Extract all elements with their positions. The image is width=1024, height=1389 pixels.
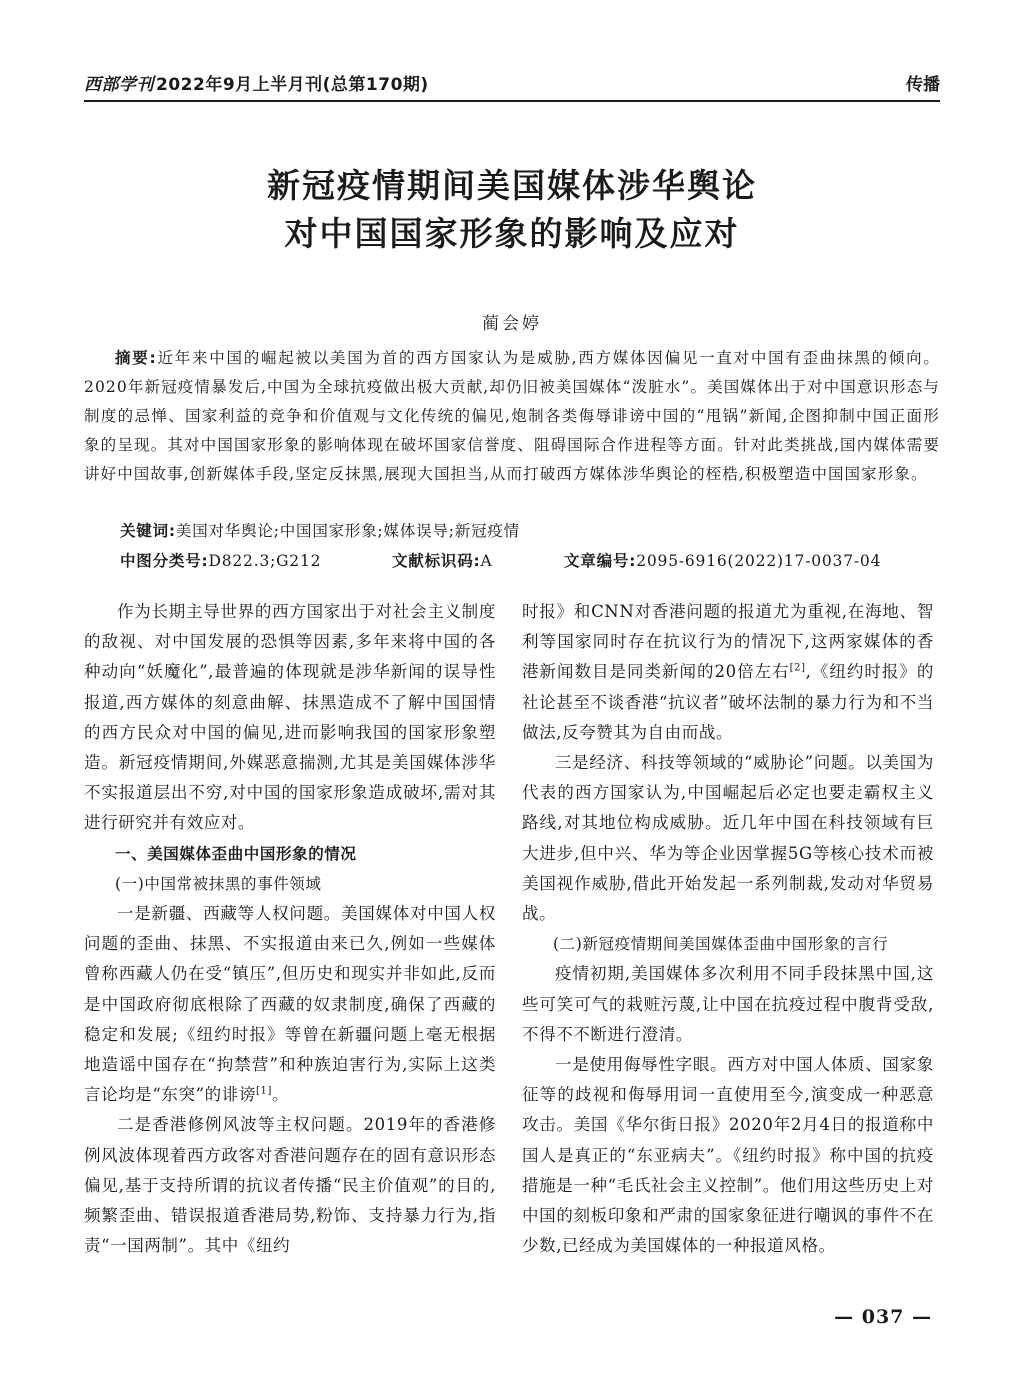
- paragraph: 三是经济、科技等领域的“威胁论”问题。以美国为代表的西方国家认为,中国崛起后必定也要走霸权主义路线,对其地位构成威胁。近几年中国在科技领域有巨大进步,但中兴、华为等企业因掌握5G等核心技术而被美国视作威胁,借此开始发起一系列制裁,发动对华贸易战。: [522, 753, 934, 924]
- running-header: [84, 70, 940, 100]
- article-value: 2095-6916(2022)17-0037-04: [636, 552, 882, 570]
- paragraph: 作为长期主导世界的西方国家出于对社会主义制度的敌视、对中国发展的恐惧等因素,多年来将中国的各种动向“妖魔化”,最普遍的体现就是涉华新闻的误导性报道,西方媒体的刻意曲解、抹黑造成不了解中国国情的西方民众对中国的偏见,进而影响我国的国家形象塑造。新冠疫情期间,外媒恶意揣测,尤其是美国媒体涉华不实报道层出不穷,对中国的国家形象造成破坏,需对其进行研究并有效应对。: [84, 602, 496, 833]
- right-column: [522, 597, 934, 1261]
- paragraph: [522, 597, 934, 748]
- keywords: [120, 519, 520, 541]
- reference-mark: [2]: [789, 662, 806, 674]
- doc-label: 文献标识码:: [392, 552, 481, 570]
- clc-label: 中图分类号:: [120, 552, 209, 570]
- abstract-text: 近年来中国的崛起被以美国为首的西方国家认为是威胁,西方媒体因偏见一直对中国有歪曲抹黑的倾向。2020年新冠疫情暴发后,中国为全球抗疫做出极大贡献,却仍旧被美国媒体“泼脏水”。美国媒体出于对中国意识形态与制度的忌惮、国家利益的竞争和价值观与文化传统的偏见,炮制各类侮辱诽谤中国的“甩锅”新闻,企图抑制中国正面形象的呈现。其对中国国家形象的影响体现在破坏国家信誉度、阻碍国际合作进程等方面。针对此类挑战,国内媒体需要讲好中国故事,创新媒体手段,坚定反抹黑,展现大国担当,从而打破西方媒体涉华舆论的桎梏,积极塑造中国国家形象。: [84, 349, 941, 483]
- title-line-2: 对中国国家形象的影响及应对: [284, 214, 740, 253]
- title-line-1: 新冠疫情期间美国媒体涉华舆论: [267, 166, 757, 205]
- document-code: [392, 549, 493, 571]
- paragraph: 一是使用侮辱性字眼。西方对中国人体质、国家象征等的歧视和侮辱用词一直使用至今,演变成一种恶意攻击。美国《华尔街日报》2020年2月4日的报道称中国人是真正的“东亚病夫”。《纽约时报》称中国的抗疫措施是一种“毛氏社会主义控制”。他们用这些历史上对中国的刻板印象和严肃的国家象征进行嘲讽的事件不在少数,已经成为美国媒体的一种报道风格。: [522, 1055, 934, 1256]
- journal-issue: 2022年9月上半月刊(总第170期): [156, 75, 429, 95]
- article-title: [84, 162, 940, 258]
- reference-mark: [1]: [255, 1085, 272, 1097]
- doc-value: A: [480, 552, 493, 570]
- clc-number: [120, 549, 321, 571]
- paragraph-text: 时报》和CNN对香港问题的报道尤为重视,在海地、智利等国家同时存在抗议行为的情况下,这两家媒体的香港新闻数目是同类新闻的20倍左右: [522, 602, 934, 682]
- paragraph: 疫情初期,美国媒体多次利用不同手段抹黑中国,这些可笑可气的栽赃污蔑,让中国在抗疫过程中腹背受敌,不得不不断进行澄清。: [522, 964, 934, 1044]
- abstract: [84, 344, 940, 489]
- paragraph-text: 。: [271, 1085, 290, 1105]
- header-divider: [84, 100, 940, 102]
- paragraph-text: ,《纽约时报》的社论甚至不谈香港“抗议者”破坏法制的暴力行为和不当做法,反夸赞其为自由而战。: [522, 662, 934, 742]
- journal-issue-header: [84, 70, 429, 95]
- subsection-heading: (一)中国常被抹黑的事件领域: [115, 874, 322, 893]
- left-column: [84, 597, 496, 1261]
- author-name: 蔺会婷: [482, 314, 542, 334]
- paragraph: 二是香港修例风波等主权问题。2019年的香港修例风波体现着西方政客对香港问题存在的固有意识形态偏见,基于支持所谓的抗议者传播“民主价值观”的目的,频繁歪曲、错误报道香港局势,粉饰、支持暴力行为,指责“一国两制”。其中《纽约: [84, 1115, 496, 1256]
- paragraph: [84, 899, 496, 1110]
- section-heading: 一、美国媒体歪曲中国形象的情况: [115, 844, 357, 863]
- keywords-text: 美国对华舆论;中国国家形象;媒体误导;新冠疫情: [175, 522, 520, 540]
- abstract-label: 摘要:: [115, 349, 157, 367]
- journal-logo: 西部学刊: [84, 75, 154, 95]
- classification-line: [120, 549, 940, 573]
- clc-value: D822.3;G212: [208, 552, 322, 570]
- section-name: 传播: [906, 75, 940, 95]
- article-number: [564, 549, 881, 571]
- article-label: 文章编号:: [564, 552, 637, 570]
- subsection-heading: (二)新冠疫情期间美国媒体歪曲中国形象的言行: [553, 935, 889, 954]
- page-number: — 037 —: [834, 1306, 932, 1328]
- keywords-label: 关键词:: [120, 522, 176, 540]
- paragraph-text: 一是新疆、西藏等人权问题。美国媒体对中国人权问题的歪曲、抹黑、不实报道由来已久,例如一些媒体曾称西藏人仍在受“镇压”,但历史和现实并非如此,反而是中国政府彻底根除了西藏的奴隶制度,确保了西藏的稳定和发展;《纽约时报》等曾在新疆问题上毫无根据地造谣中国存在“拘禁营”和种族迫害行为,实际上这类言论均是“东突”的诽谤: [84, 904, 496, 1105]
